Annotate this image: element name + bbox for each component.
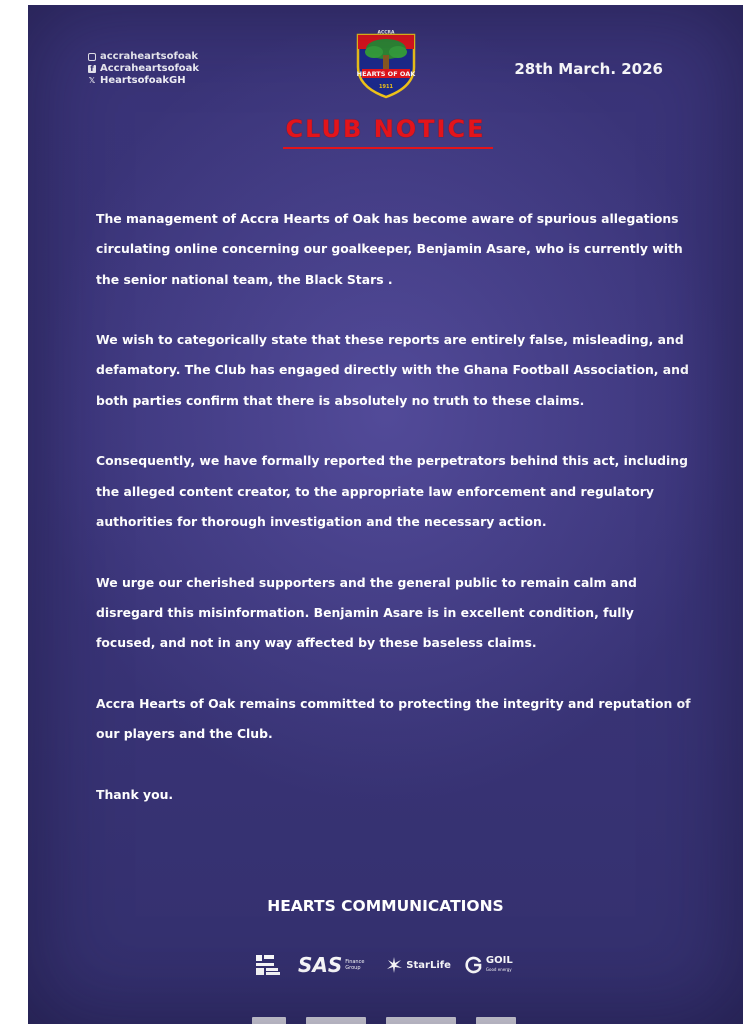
paragraph-5: Accra Hearts of Oak remains committed to protecting the integrity and reputation of our players and the Club.: [96, 695, 691, 742]
paragraph-2: We wish to categorically state that these reports are entirely false, misleading, and defamatory. The Club has engaged directly with the Ghana Football Association, and both parties confirm that there is absolutely no truth to these claims.: [96, 332, 689, 408]
starlife-logo: StarLife: [385, 956, 451, 974]
sas-subtitle: Finance Group: [345, 959, 365, 971]
sponsor-logos: [254, 949, 513, 981]
paragraph-3: Consequently, we have formally reported the perpetrators behind this act, including the alleged content creator, to the appropriate law enforcement and regulatory authorities for thorough investigation and the necessary action.: [96, 453, 688, 529]
crest-top-text: ACCRA: [377, 30, 395, 36]
x-icon: 𝕏: [88, 76, 96, 85]
crest-name: HEARTS OF OAK: [356, 70, 416, 78]
notice-body: [96, 204, 696, 810]
paragraph-4: We urge our cherished supporters and the general public to remain calm and disregard this misinformation. Benjamin Asare is in excellent condition, fully focused, and not in any way affected by these baseless claims.: [96, 574, 637, 651]
facebook-icon: f: [88, 65, 96, 73]
club-crest-logo: [350, 27, 422, 99]
sponsor-emblem-logo: [254, 953, 284, 977]
notice-poster: [28, 5, 743, 1024]
closing-line: Thank you.: [96, 786, 174, 802]
x-handle: 𝕏 HeartsofoakGH: [88, 75, 186, 86]
facebook-handle: f Accraheartsofoak: [88, 63, 199, 75]
sas-logo: SAS Finance Group: [298, 953, 371, 977]
goil-g-icon: [465, 956, 483, 974]
title-underline: [283, 147, 493, 149]
goil-logo: GOIL Good energy: [465, 956, 513, 974]
goil-subtitle: Good energy: [485, 967, 512, 972]
paragraph-1: The management of Accra Hearts of Oak has become aware of spurious allegations circulating online concerning our goalkeeper, Benjamin Asare, who is currently with the senior national team, the Black Stars .: [96, 211, 683, 287]
social-handles: [88, 51, 199, 87]
notice-date: 28th March. 2026: [514, 60, 663, 78]
cropped-logo-strip: [252, 1017, 522, 1024]
page-title: CLUB NOTICE: [285, 115, 486, 143]
signature: HEARTS COMMUNICATIONS: [267, 897, 504, 915]
starlife-star-icon: [385, 956, 403, 974]
crest-year: 1911: [379, 84, 393, 90]
instagram-handle: accraheartsofoak: [88, 51, 199, 63]
instagram-icon: [88, 53, 96, 61]
